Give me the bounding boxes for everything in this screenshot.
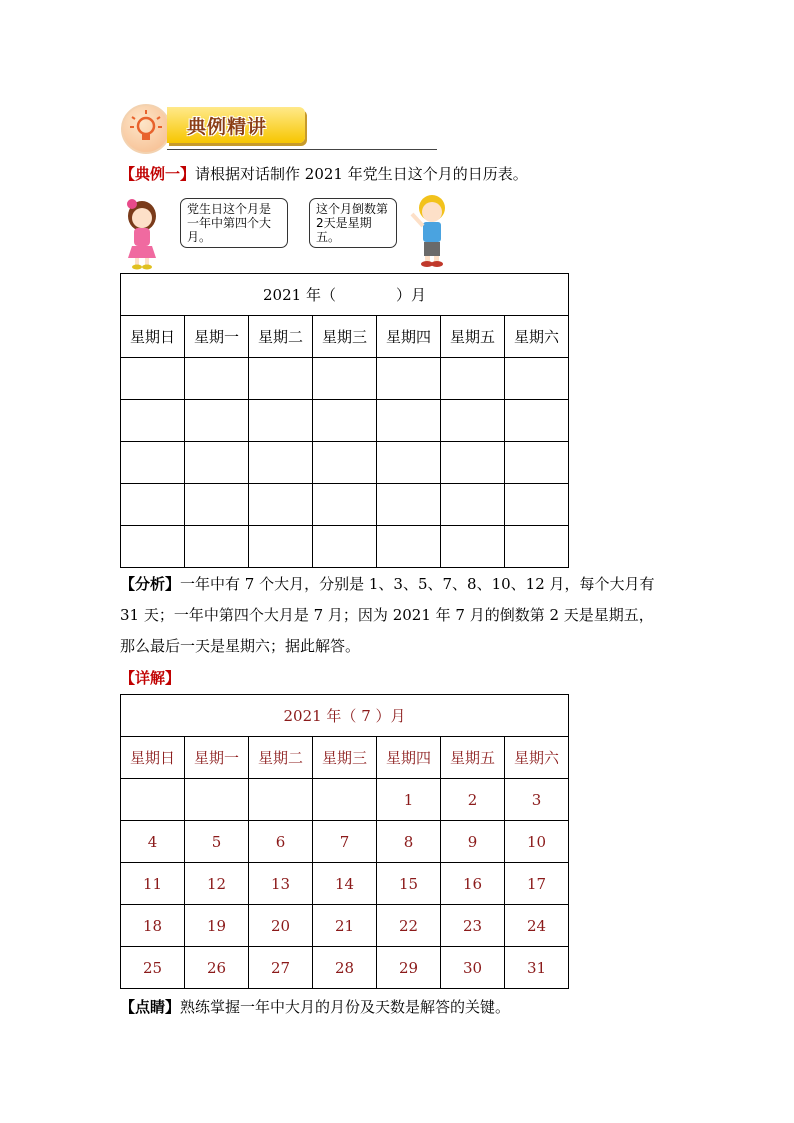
calendar-day-cell: [121, 484, 185, 526]
calendar-day-cell: [505, 442, 569, 484]
example-line: [120, 164, 528, 184]
calendar-day-cell: [185, 400, 249, 442]
calendar-day-cell: 19: [185, 905, 249, 947]
calendar-day-cell: [185, 442, 249, 484]
key-point-label: 【点睛】: [120, 998, 181, 1016]
weekday-header: 星期五: [441, 737, 505, 779]
calendar-day-cell: [441, 526, 505, 568]
calendar-day-cell: 16: [441, 863, 505, 905]
weekday-header: 星期二: [249, 316, 313, 358]
weekday-header: 星期日: [121, 737, 185, 779]
girl-illustration: [120, 196, 170, 270]
calendar-day-cell: [249, 779, 313, 821]
calendar-day-cell: [249, 400, 313, 442]
calendar-day-cell: 31: [505, 947, 569, 989]
calendar-week-row: [121, 947, 569, 989]
weekday-header: 星期六: [505, 316, 569, 358]
calendar-day-cell: [313, 779, 377, 821]
analysis-text: 一年中有 7 个大月，分别是 1、3、5、7、8、10、12 月，每个大月有: [180, 575, 655, 593]
analysis-line-2: 31 天；一年中第四个大月是 7 月；因为 2021 年 7 月的倒数第 2 天是星期五，: [120, 606, 654, 624]
calendar-day-cell: [377, 358, 441, 400]
calendar-day-cell: 28: [313, 947, 377, 989]
calendar-day-cell: 3: [505, 779, 569, 821]
calendar-day-cell: 30: [441, 947, 505, 989]
calendar-day-cell: 11: [121, 863, 185, 905]
key-point-line: [120, 997, 510, 1017]
calendar-day-cell: 5: [185, 821, 249, 863]
weekday-header-row: [121, 737, 569, 779]
weekday-header: 星期一: [185, 316, 249, 358]
calendar-day-cell: 10: [505, 821, 569, 863]
example-text: 请根据对话制作 2021 年党生日这个月的日历表。: [195, 165, 528, 183]
calendar-day-cell: [377, 484, 441, 526]
calendar-day-cell: 8: [377, 821, 441, 863]
calendar-week-row: [121, 400, 569, 442]
key-point-text: 熟练掌握一年中大月的月份及天数是解答的关键。: [180, 998, 511, 1016]
calendar-day-cell: 22: [377, 905, 441, 947]
calendar-day-cell: [377, 442, 441, 484]
calendar-day-cell: [249, 526, 313, 568]
calendar-week-row: [121, 484, 569, 526]
analysis-line-1: [120, 574, 655, 594]
weekday-header-row: [121, 316, 569, 358]
calendar-day-cell: [185, 526, 249, 568]
calendar-day-cell: 4: [121, 821, 185, 863]
calendar-week-row: [121, 821, 569, 863]
calendar-day-cell: [249, 484, 313, 526]
calendar-day-cell: [121, 526, 185, 568]
calendar-day-cell: 15: [377, 863, 441, 905]
blank-calendar: [120, 273, 569, 568]
weekday-header: 星期一: [185, 737, 249, 779]
calendar-day-cell: [121, 358, 185, 400]
detail-label: 【详解】: [120, 669, 181, 687]
calendar-day-cell: 17: [505, 863, 569, 905]
calendar-week-row: [121, 358, 569, 400]
weekday-header: 星期日: [121, 316, 185, 358]
calendar-day-cell: [505, 358, 569, 400]
calendar-day-cell: 23: [441, 905, 505, 947]
calendar-day-cell: 1: [377, 779, 441, 821]
calendar-day-cell: [441, 400, 505, 442]
calendar-day-cell: [185, 484, 249, 526]
calendar-day-cell: [313, 400, 377, 442]
calendar-day-cell: [377, 400, 441, 442]
calendar-day-cell: 9: [441, 821, 505, 863]
weekday-header: 星期三: [313, 737, 377, 779]
calendar-day-cell: 13: [249, 863, 313, 905]
calendar-week-row: [121, 442, 569, 484]
calendar-day-cell: 14: [313, 863, 377, 905]
calendar-day-cell: [377, 526, 441, 568]
calendar-day-cell: 18: [121, 905, 185, 947]
weekday-header: 星期四: [377, 316, 441, 358]
calendar-day-cell: [313, 526, 377, 568]
weekday-header: 星期二: [249, 737, 313, 779]
calendar-day-cell: 25: [121, 947, 185, 989]
calendar-day-cell: [441, 358, 505, 400]
section-title-bar: [167, 107, 305, 143]
calendar-day-cell: [121, 442, 185, 484]
calendar-day-cell: [249, 358, 313, 400]
calendar-week-row: [121, 526, 569, 568]
calendar-day-cell: 20: [249, 905, 313, 947]
calendar-day-cell: 26: [185, 947, 249, 989]
section-title: 典例精讲: [187, 116, 268, 138]
lightbulb-icon: [121, 104, 171, 154]
calendar-day-cell: [313, 484, 377, 526]
calendar-day-cell: [505, 400, 569, 442]
calendar-day-cell: [249, 442, 313, 484]
girl-speech-bubble: [180, 198, 288, 248]
weekday-header: 星期五: [441, 316, 505, 358]
weekday-header: 星期六: [505, 737, 569, 779]
weekday-header: 星期三: [313, 316, 377, 358]
calendar-day-cell: 27: [249, 947, 313, 989]
calendar-day-cell: [121, 779, 185, 821]
analysis-label: 【分析】: [120, 575, 181, 593]
section-badge: [121, 102, 311, 152]
calendar-day-cell: [121, 400, 185, 442]
calendar-day-cell: [313, 442, 377, 484]
calendar-day-cell: [441, 442, 505, 484]
calendar-day-cell: [185, 779, 249, 821]
calendar-week-row: [121, 779, 569, 821]
calendar-day-cell: [313, 358, 377, 400]
calendar-day-cell: 21: [313, 905, 377, 947]
calendar-day-cell: 29: [377, 947, 441, 989]
example-label: 【典例一】: [120, 165, 196, 183]
boy-illustration: [408, 192, 452, 268]
calendar-week-row: [121, 905, 569, 947]
blank-calendar-caption: 2021 年（ ）月: [121, 274, 569, 316]
calendar-day-cell: 24: [505, 905, 569, 947]
calendar-week-row: [121, 863, 569, 905]
boy-speech-text: 这个月倒数第2天是星期五。: [316, 202, 389, 244]
girl-speech-text: 党生日这个月是一年中第四个大月。: [187, 202, 272, 244]
boy-speech-bubble: [309, 198, 397, 248]
calendar-day-cell: [505, 526, 569, 568]
calendar-day-cell: [441, 484, 505, 526]
weekday-header: 星期四: [377, 737, 441, 779]
analysis-line-3: 那么最后一天是星期六；据此解答。: [120, 637, 361, 655]
answer-calendar: [120, 694, 569, 989]
calendar-day-cell: [185, 358, 249, 400]
calendar-day-cell: 6: [249, 821, 313, 863]
calendar-day-cell: 7: [313, 821, 377, 863]
calendar-day-cell: [505, 484, 569, 526]
calendar-day-cell: 12: [185, 863, 249, 905]
calendar-day-cell: 2: [441, 779, 505, 821]
divider: [167, 149, 437, 150]
answer-calendar-caption: 2021 年（ 7 ）月: [121, 695, 569, 737]
